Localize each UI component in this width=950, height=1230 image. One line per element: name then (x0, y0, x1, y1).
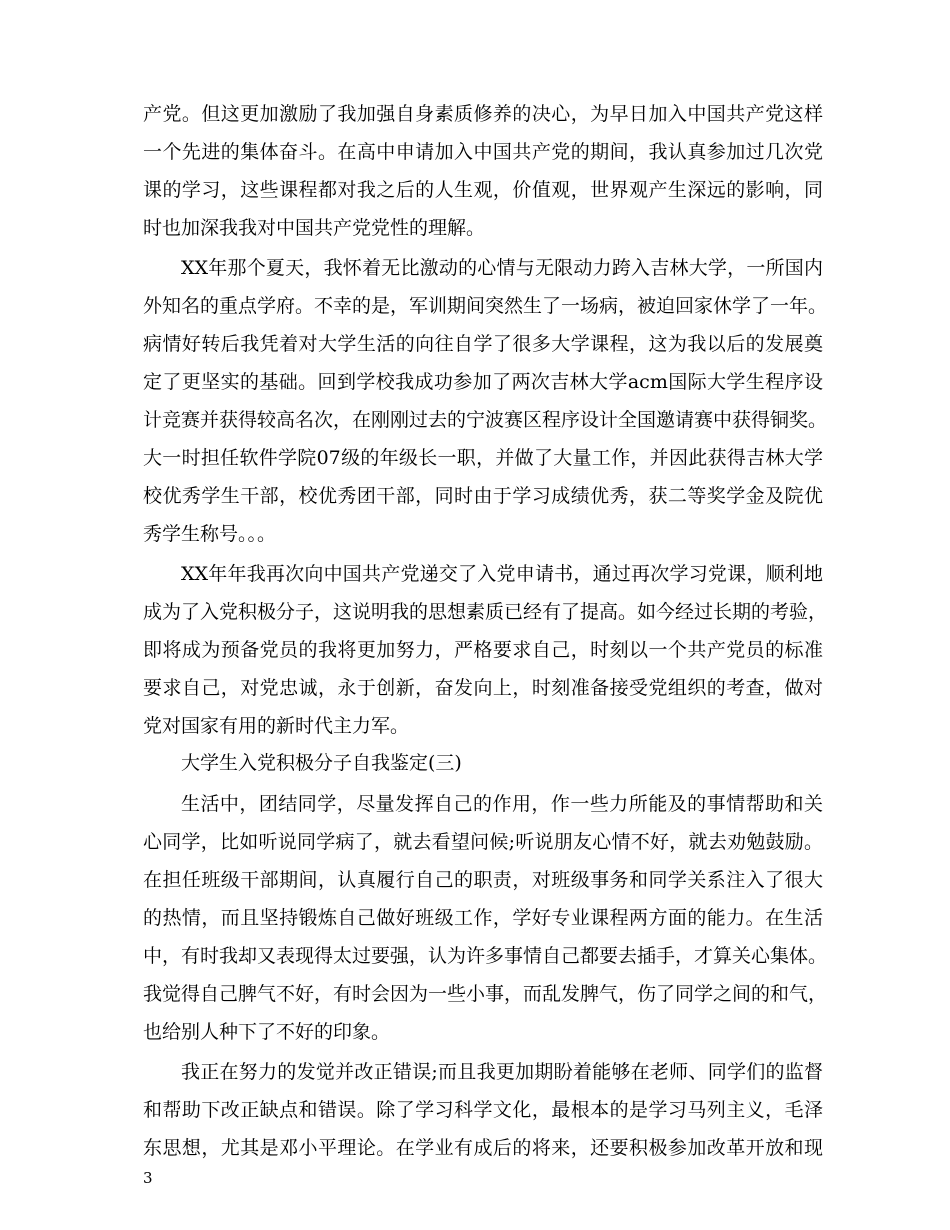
text-line: 党对国家有用的新时代主力军。 (143, 715, 410, 737)
text-line: 东思想，尤其是邓小平理论。在学业有成后的将来，还要积极参加改革开放和现 (143, 1137, 823, 1159)
text-line: 和帮助下改正缺点和错误。除了学习科学文化，最根本的是学习马列主义，毛泽 (143, 1099, 823, 1121)
text-line: 时也加深我我对中国共产党党性的理解。 (143, 217, 486, 239)
text-line: 外知名的重点学府。不幸的是，军训期间突然生了一场病，被迫回家休学了一年。 (143, 295, 828, 317)
text-line: 产党。但这更加激励了我加强自身素质修养的决心，为早日加入中国共产党这样 (143, 103, 823, 125)
text-line: 秀学生称号。。。 (143, 523, 277, 545)
text-line: 课的学习，这些课程都对我之后的人生观，价值观，世界观产生深远的影响，同 (143, 179, 823, 201)
text-line: 我觉得自己脾气不好，有时会因为一些小事，而乱发脾气，伤了同学之间的和气， (143, 983, 828, 1005)
text-line: 的热情，而且坚持锻炼自己做好班级工作，学好专业课程两方面的能力。在生活 (143, 907, 823, 929)
text-line: XX年那个夏天，我怀着无比激动的心情与无限动力跨入吉林大学，一所国内 (181, 257, 823, 279)
text-line: 我正在努力的发觉并改正错误;而且我更加期盼着能够在老师、同学们的监督 (181, 1061, 823, 1083)
text-line: 病情好转后我凭着对大学生活的向往自学了很多大学课程，这为我以后的发展奠 (143, 333, 823, 355)
text-line: 成为了入党积极分子，这说明我的思想素质已经有了提高。如今经过长期的考验， (143, 601, 828, 623)
text-line: 在担任班级干部期间，认真履行自己的职责，对班级事务和同学关系注入了很大 (143, 869, 823, 891)
page-number: 3 (143, 1169, 153, 1187)
text-line: XX年年我再次向中国共产党递交了入党申请书，通过再次学习党课，顺利地 (181, 563, 823, 585)
text-line: 定了更坚实的基础。回到学校我成功参加了两次吉林大学acm国际大学生程序设 (143, 371, 823, 393)
text-line: 心同学，比如听说同学病了，就去看望问候;听说朋友心情不好，就去劝勉鼓励。 (143, 831, 823, 853)
text-line: 中，有时我却又表现得太过要强，认为许多事情自己都要去插手，才算关心集体。 (143, 945, 828, 967)
text-line: 也给别人种下了不好的印象。 (143, 1021, 391, 1043)
text-line: 校优秀学生干部，校优秀团干部，同时由于学习成绩优秀，获二等奖学金及院优 (143, 485, 823, 507)
text-line: 大一时担任软件学院07级的年级长一职，并做了大量工作，并因此获得吉林大学 (143, 447, 823, 469)
text-line: 计竞赛并获得较高名次，在刚刚过去的宁波赛区程序设计全国邀请赛中获得铜奖。 (143, 409, 828, 431)
text-line: 要求自己，对党忠诚，永于创新，奋发向上，时刻准备接受党组织的考查，做对 (143, 677, 823, 699)
text-line: 即将成为预备党员的我将更加努力，严格要求自己，时刻以一个共产党员的标准 (143, 639, 823, 661)
section-heading: 大学生入党积极分子自我鉴定(三) (181, 752, 462, 774)
text-line: 生活中，团结同学，尽量发挥自己的作用，作一些力所能及的事情帮助和关 (181, 793, 823, 815)
text-line: 一个先进的集体奋斗。在高中申请加入中国共产党的期间，我认真参加过几次党 (143, 141, 823, 163)
